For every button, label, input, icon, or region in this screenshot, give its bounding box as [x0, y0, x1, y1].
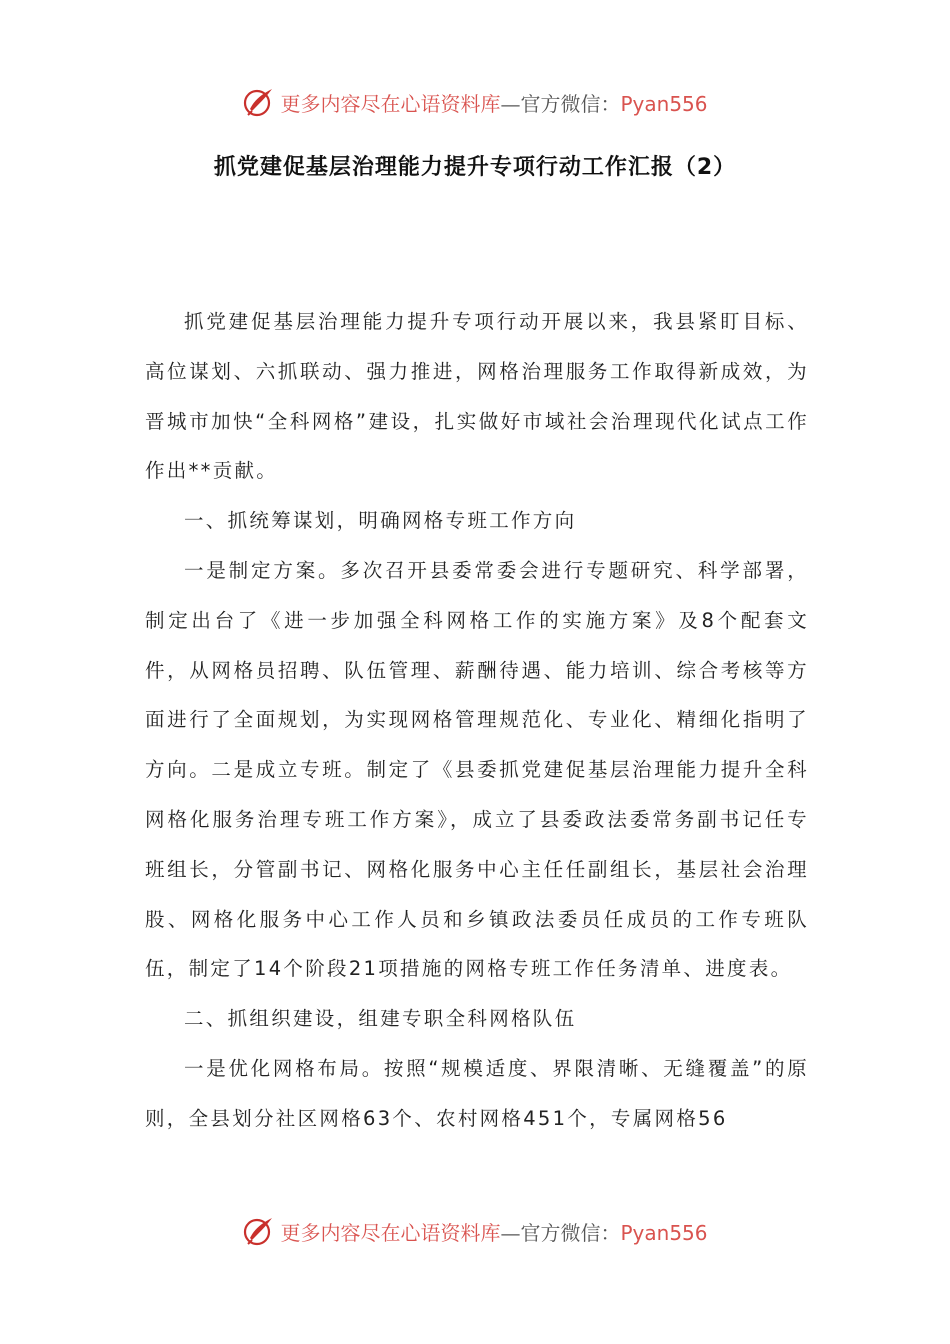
section-heading-1: 一、抓统筹谋划，明确网格专班工作方向 — [184, 509, 577, 533]
watermark-header — [0, 82, 950, 122]
watermark-text: 更多内容尽在心语资料库—官方微信：Pyan556 — [280, 1220, 708, 1245]
document-body — [145, 297, 809, 1144]
section-heading-2: 二、抓组织建设，组建专职全科网格队伍 — [184, 1007, 577, 1031]
paragraph-section-2: 一是优化网格布局。按照“规模适度、界限清晰、无缝覆盖”的原则，全县划分社区网格63个、农村网格451个，专属网格56 — [145, 1056, 809, 1130]
watermark-text: 更多内容尽在心语资料库—官方微信：Pyan556 — [280, 91, 708, 116]
paragraph-section-1: 一是制定方案。多次召开县委常委会进行专题研究、科学部署，制定出台了《进一步加强全科网格工作的实施方案》及8个配套文件，从网格员招聘、队伍管理、薪酬待遇、能力培训、综合考核等方面进行了全面规划，为实现网格管理规范化、专业化、精细化指明了方向。二是成立专班。制定了《县委抓党建促基层治理能力提升全科网格化服务治理专班工作方案》，成立了县委政法委常务副书记任专班组长，分管副书记、网格化服务中心主任任副组长，基层社会治理股、网格化服务中心工作人员和乡镇政法委员任成员的工作专班队伍，制定了14个阶段21项措施的网格专班工作任务清单、进度表。 — [145, 558, 809, 981]
quill-logo-icon — [242, 85, 276, 119]
paragraph-intro: 抓党建促基层治理能力提升专项行动开展以来，我县紧盯目标、高位谋划、六抓联动、强力推进，网格治理服务工作取得新成效，为晋城市加快“全科网格”建设，扎实做好市域社会治理现代化试点工作作出**贡献。 — [145, 310, 809, 483]
quill-logo-icon — [242, 1214, 276, 1248]
watermark-footer — [0, 1211, 950, 1251]
document-title: 抓党建促基层治理能力提升专项行动工作汇报（2） — [213, 155, 737, 180]
